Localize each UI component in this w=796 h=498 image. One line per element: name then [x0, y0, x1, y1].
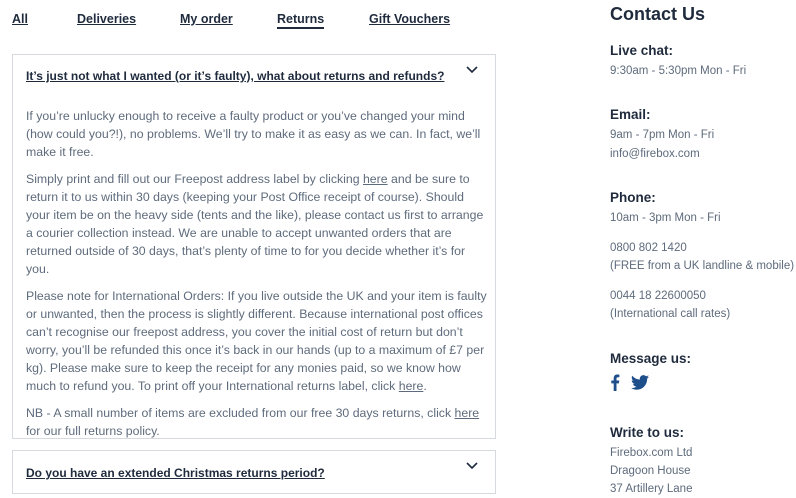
email-heading: Email:	[610, 107, 651, 122]
answer-text: NB - A small number of items are excluded from our free 30 days returns, click	[26, 406, 455, 420]
international-label-link[interactable]: here	[398, 379, 424, 393]
tab-gift-vouchers[interactable]: Gift Vouchers	[369, 12, 451, 26]
write-heading: Write to us:	[610, 425, 684, 440]
chevron-down-icon[interactable]	[465, 461, 479, 471]
address-line: Dragoon House	[610, 465, 691, 477]
email-hours: 9am - 7pm Mon - Fri	[610, 129, 715, 141]
address-line: Firebox.com Ltd	[610, 447, 693, 459]
faq-question[interactable]: Do you have an extended Christmas returns period?	[26, 466, 325, 480]
answer-paragraph	[26, 404, 488, 440]
facebook-icon[interactable]	[610, 374, 620, 396]
answer-text: Please note for International Orders: If you live outside the UK and your item is faulty or unwanted, then the process is slightly different. Because international post offices can’t recognise our freepost address, you cover the initial cost of return but don’t worry, you’ll be refunded this once it’s back in our hands (up to a maximum of £7 per kg). Please make sure to keep the receipt for any monies paid, so we know how much to refund you. To print off your International returns label, click	[26, 289, 487, 393]
address-line: 37 Artillery Lane	[610, 483, 693, 495]
phone-hours: 10am - 3pm Mon - Fri	[610, 212, 721, 224]
uk-phone-note: (FREE from a UK landline & mobile)	[610, 260, 795, 272]
phone-heading: Phone:	[610, 190, 656, 205]
twitter-icon[interactable]	[631, 375, 649, 395]
live-chat-heading: Live chat:	[610, 43, 674, 58]
intl-phone-number[interactable]: 0044 18 22600050	[610, 290, 706, 302]
answer-paragraph	[26, 170, 488, 278]
uk-phone-number[interactable]: 0800 802 1420	[610, 242, 687, 254]
live-chat-hours: 9:30am - 5:30pm Mon - Fri	[610, 65, 747, 77]
faq-item-christmas-returns	[12, 450, 496, 494]
returns-policy-link[interactable]: here	[454, 406, 480, 420]
faq-item-returns-refunds	[12, 54, 496, 439]
email-address[interactable]: info@firebox.com	[610, 148, 700, 160]
message-heading: Message us:	[610, 351, 692, 366]
tab-my-order[interactable]: My order	[180, 12, 233, 26]
answer-text: for our full returns policy.	[26, 424, 160, 438]
answer-text: and be sure to return it to us within 30 days (keeping your Post Office receipt of course). Should your item be on the heavy side (tents and the like), please contact us first to arrange a courier collection instead. We are unable to accept unwanted orders that are returned outside of 30 days, that’s plenty of time to for you decide whether it’s for you.	[26, 172, 484, 276]
contact-title: Contact Us	[610, 4, 706, 24]
chevron-down-icon[interactable]	[465, 65, 479, 75]
faq-question[interactable]: It’s just not what I wanted (or it’s faulty), what about returns and refunds?	[26, 69, 445, 83]
answer-paragraph: If you’re unlucky enough to receive a faulty product or you’ve changed your mind (how could you?!), no problems. We’ll try to make it as easy as we can. In fact, we’ll make it free.	[26, 109, 481, 159]
tab-all[interactable]: All	[12, 12, 28, 26]
answer-text: .	[423, 379, 427, 393]
tab-returns[interactable]: Returns	[277, 12, 324, 29]
faq-answer	[26, 107, 488, 449]
tab-deliveries[interactable]: Deliveries	[77, 12, 137, 26]
answer-text: Simply print and fill out our Freepost address label by clicking	[26, 172, 363, 186]
answer-paragraph	[26, 287, 488, 395]
intl-phone-note: (International call rates)	[610, 308, 731, 320]
freepost-label-link[interactable]: here	[362, 172, 388, 186]
